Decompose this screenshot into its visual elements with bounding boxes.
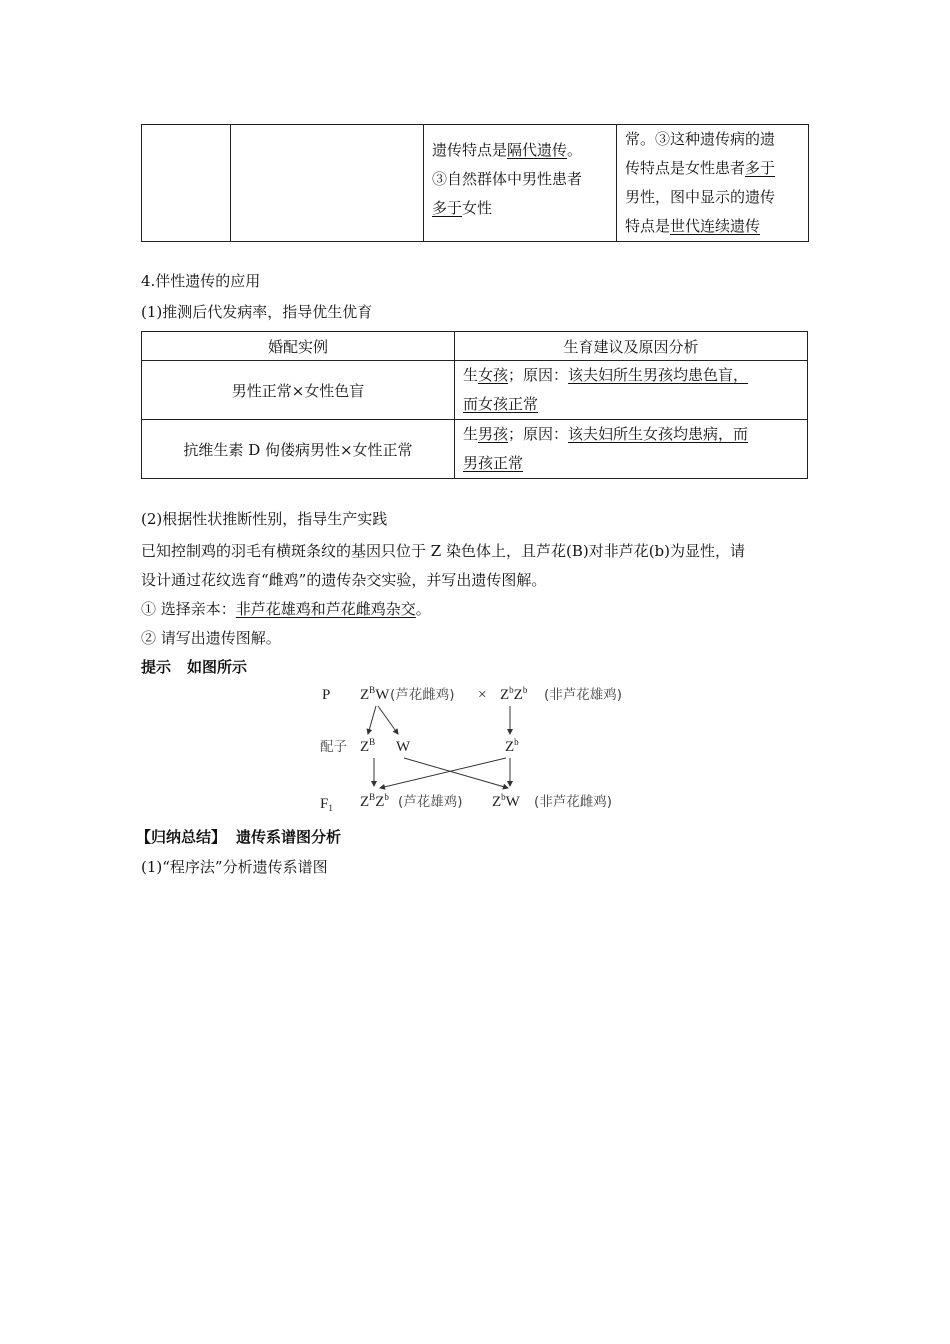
arrow [404, 758, 508, 788]
cell-text: ③自然群体中男性患者 [432, 170, 583, 188]
hint-line [141, 656, 247, 677]
summary-title: 遗传系谱图分析 [236, 828, 342, 846]
cell-text: 。 [415, 600, 431, 618]
gamete-zb: $Z^B$ [360, 737, 376, 755]
arrow [368, 706, 376, 734]
x-recessive-cell [424, 125, 617, 242]
marriage-case: 抗维生素 D 佝偻病男性×女性正常 [142, 420, 455, 479]
cell-text: 。 [567, 141, 583, 159]
cell-text: 生 [463, 425, 479, 443]
summary-label: 【归纳总结】 [136, 828, 227, 846]
continuation-table [141, 124, 809, 242]
hint-label: 提示 [141, 658, 172, 676]
f1-male-note: (芦花雄鸡) [398, 794, 463, 810]
paragraph-line: 已知控制鸡的羽毛有横斑条纹的基因只位于 Z 染色体上，且芦花(B)对非芦花(b)为显性，请 [141, 542, 745, 560]
question-1 [141, 598, 431, 619]
f1-female-genotype: $Z^bW$ [492, 792, 520, 810]
p-male-genotype: $Z^bZ^b$ [500, 685, 528, 703]
advice-cell [455, 361, 808, 420]
column-header: 婚配实例 [142, 332, 455, 361]
answer-underline: 多于 [745, 159, 776, 177]
answer-underline: 男孩正常 [463, 454, 524, 472]
cell-text: 男性，图中显示的遗传 [625, 188, 776, 206]
advice-cell [455, 420, 808, 479]
p-female-note: (芦花雌鸡) [390, 687, 455, 703]
column-header: 生育建议及原因分析 [455, 332, 808, 361]
cell-text: 传特点是女性患者 [625, 159, 746, 177]
answer-underline: 多于 [432, 199, 463, 217]
marriage-case: 男性正常×女性色盲 [142, 361, 455, 420]
p-male-note: (非芦花雄鸡) [544, 687, 623, 703]
cell-text: 女性 [462, 199, 493, 217]
marriage-advice-table [141, 331, 808, 479]
table-row [142, 361, 808, 420]
cell-text: 常。③这种遗传病的遗 [625, 130, 776, 148]
answer-underline: 非芦花雄鸡和芦花雌鸡杂交 [235, 600, 416, 618]
paragraph-line: 设计通过花纹选育“雌鸡”的遗传杂交实验，并写出遗传图解。 [141, 571, 547, 589]
hint-text: 如图所示 [187, 658, 248, 676]
f1-female-note: (非芦花雌鸡) [534, 794, 613, 810]
genetic-cross-diagram [310, 678, 650, 818]
cell-text: 生 [463, 366, 479, 384]
question-label: ① 选择亲本： [141, 600, 236, 618]
f1-label: $F_1$ [320, 796, 333, 813]
cell-text: 遗传特点是 [432, 141, 508, 159]
answer-underline: 隔代遗传 [507, 141, 568, 159]
cell-text: ；原因： [508, 425, 569, 443]
section-heading: 4.伴性遗传的应用 [141, 272, 261, 290]
question-2: ② 请写出遗传图解。 [141, 629, 281, 647]
summary-sub-heading: (1)“程序法”分析遗传系谱图 [141, 858, 328, 876]
answer-underline: 男孩 [478, 425, 509, 443]
subsection-heading: (2)根据性状推断性别，指导生产实践 [141, 510, 388, 528]
arrow [378, 706, 398, 734]
cell-text: 特点是 [625, 217, 671, 235]
cell-text: ；原因： [508, 366, 569, 384]
answer-underline: 世代连续遗传 [670, 217, 761, 235]
f1-male-genotype: $Z^BZ^b$ [360, 792, 389, 810]
empty-cell-1 [142, 125, 231, 242]
answer-underline: 女孩 [478, 366, 509, 384]
answer-underline: 该夫妇所生女孩均患病，而 [568, 425, 749, 443]
gamete-w: W [396, 739, 411, 755]
summary-heading [136, 826, 341, 847]
p-label: P [322, 687, 331, 703]
gamete-label: 配子 [320, 739, 347, 755]
p-female-genotype: $Z^BW$ [360, 685, 390, 703]
answer-underline: 该夫妇所生男孩均患色盲， [568, 366, 749, 384]
cross-sign: × [478, 687, 487, 703]
gamete-zb-male: $Z^b$ [505, 737, 519, 755]
empty-cell-2 [231, 125, 424, 242]
x-dominant-cell [617, 125, 809, 242]
answer-underline: 而女孩正常 [463, 395, 539, 413]
subsection-heading: (1)推测后代发病率，指导优生优育 [141, 303, 373, 321]
table-row [142, 420, 808, 479]
arrow [380, 758, 506, 788]
table-header-row [142, 332, 808, 361]
